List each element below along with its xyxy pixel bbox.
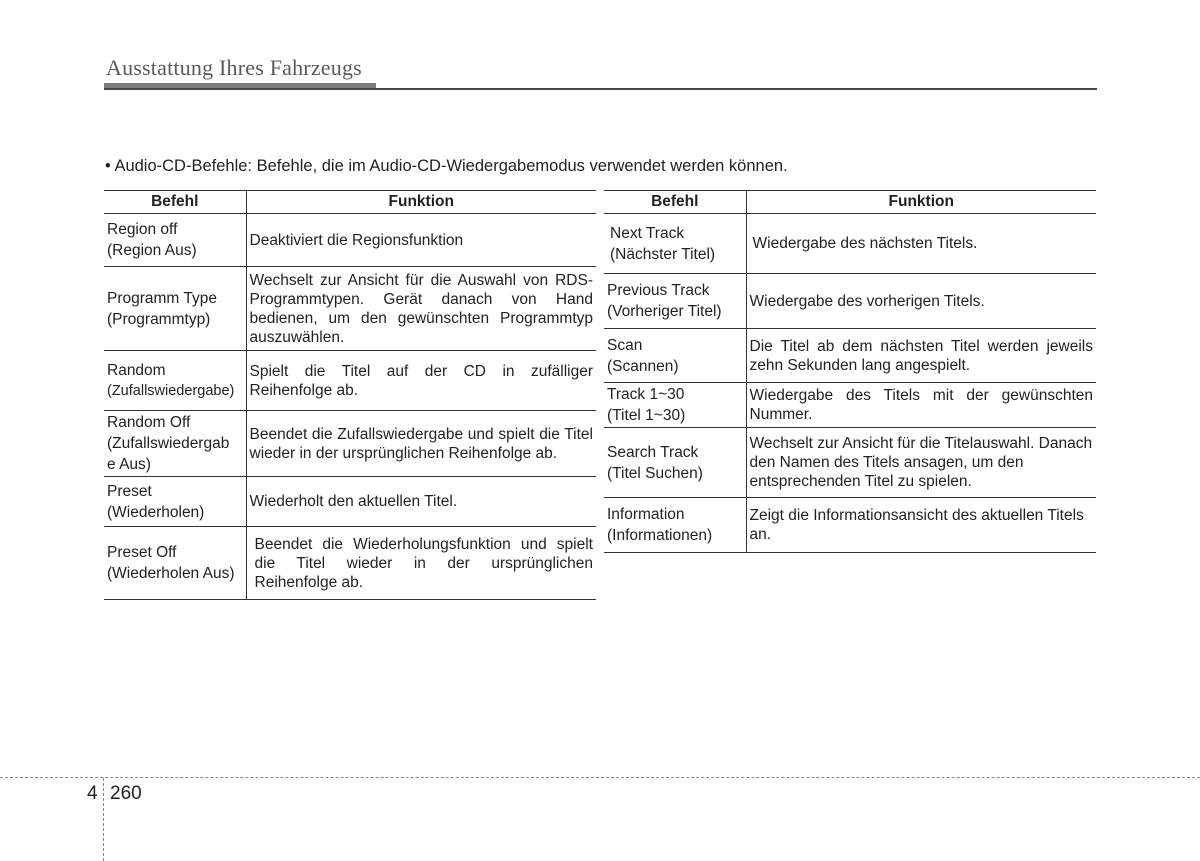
command-name: Next Track — [610, 224, 685, 242]
function-cell: Spielt die Titel auf der CD in zufälliger Reihenfolge ab. — [246, 351, 596, 411]
function-cell: Wiedergabe des vorherigen Titels. — [746, 274, 1096, 329]
command-cell — [604, 274, 746, 329]
function-cell: Wechselt zur Ansicht für die Auswahl von RDS-Programmtypen. Gerät danach von Hand bedienen, um den gewünschten Programmtyp auszuwählen. — [246, 267, 596, 351]
table-header-row — [604, 191, 1096, 214]
command-name: Preset Off — [107, 544, 177, 561]
command-translation: (Titel 1~30) — [607, 407, 686, 424]
command-translation: (Wiederholen) — [107, 503, 205, 521]
command-translation: (Wiederholen Aus) — [107, 565, 235, 582]
command-name: Preset — [107, 482, 152, 500]
command-cell — [604, 383, 746, 428]
table-row — [604, 214, 1096, 274]
command-translation: (Titel Suchen) — [607, 464, 703, 482]
command-cell — [104, 527, 246, 600]
command-translation: (Scannen) — [607, 357, 679, 375]
command-cell — [604, 329, 746, 383]
command-name: Region off — [107, 221, 178, 238]
function-cell: Zeigt die Informationsansicht des aktuellen Titels an. — [746, 498, 1096, 553]
function-cell: Beendet die Wiederholungsfunktion und spielt die Titel wieder in der ursprünglichen Reihenfolge ab. — [246, 527, 596, 600]
command-translation: (Programmtyp) — [107, 310, 211, 328]
column-header-command: Befehl — [604, 191, 746, 214]
function-cell: Beendet die Zufallswiedergabe und spielt die Titel wieder in der ursprünglichen Reihenfolge ab. — [246, 411, 596, 477]
function-cell: Wechselt zur Ansicht für die Titelauswahl. Danach den Namen des Titels ansagen, um den entsprechenden Titel zu spielen. — [746, 428, 1096, 498]
command-cell — [104, 214, 246, 267]
command-table-left — [104, 190, 596, 600]
table-row — [604, 329, 1096, 383]
table-row — [104, 214, 596, 267]
function-cell: Wiederholt den aktuellen Titel. — [246, 477, 596, 527]
table-row — [604, 428, 1096, 498]
column-header-function: Funktion — [246, 191, 596, 214]
command-translation: (Region Aus) — [107, 242, 197, 259]
command-name: Random Off — [107, 414, 191, 431]
footer-vertical-dashed-rule — [103, 778, 104, 861]
intro-text: • Audio-CD-Befehle: Befehle, die im Audio-CD-Wiedergabemodus verwendet werden können. — [105, 157, 788, 175]
command-cell — [604, 214, 746, 274]
table-row — [604, 274, 1096, 329]
command-cell — [104, 267, 246, 351]
command-translation: (Informationen) — [607, 527, 713, 544]
command-name: Scan — [607, 336, 643, 354]
command-cell — [604, 498, 746, 553]
command-name: Random — [107, 361, 166, 379]
table-row — [104, 477, 596, 527]
command-name: Previous Track — [607, 282, 710, 299]
table-row — [104, 351, 596, 411]
command-name: Programm Type — [107, 289, 217, 307]
command-translation: (Vorheriger Titel) — [607, 303, 722, 320]
command-translation: (Nächster Titel) — [610, 245, 716, 263]
command-cell — [104, 351, 246, 411]
function-cell: Die Titel ab dem nächsten Titel werden jeweils zehn Sekunden lang angespielt. — [746, 329, 1096, 383]
table-row — [104, 527, 596, 600]
table-row — [104, 267, 596, 351]
column-header-command: Befehl — [104, 191, 246, 214]
function-cell: Deaktiviert die Regionsfunktion — [246, 214, 596, 267]
table-header-row — [104, 191, 596, 214]
table-row — [604, 383, 1096, 428]
chapter-number: 4 — [87, 783, 98, 804]
header-rule — [104, 88, 1097, 90]
function-cell: Wiedergabe des Titels mit der gewünschten Nummer. — [746, 383, 1096, 428]
command-cell — [104, 411, 246, 477]
command-cell — [104, 477, 246, 527]
command-name: Search Track — [607, 443, 699, 461]
page-header-title: Ausstattung Ihres Fahrzeugs — [106, 55, 362, 80]
column-header-function: Funktion — [746, 191, 1096, 214]
command-table-right — [604, 190, 1096, 553]
command-name: Information — [607, 506, 685, 523]
function-cell: Wiedergabe des nächsten Titels. — [746, 214, 1096, 274]
table-row — [604, 498, 1096, 553]
command-translation-cont: e Aus) — [107, 456, 151, 473]
footer-dashed-rule — [0, 777, 1200, 778]
command-translation: (Zufallswiedergabe) — [107, 382, 235, 399]
table-row — [104, 411, 596, 477]
command-name: Track 1~30 — [607, 386, 685, 403]
page-number: 260 — [110, 783, 142, 804]
command-cell — [604, 428, 746, 498]
command-translation: (Zufallswiedergab — [107, 435, 230, 452]
